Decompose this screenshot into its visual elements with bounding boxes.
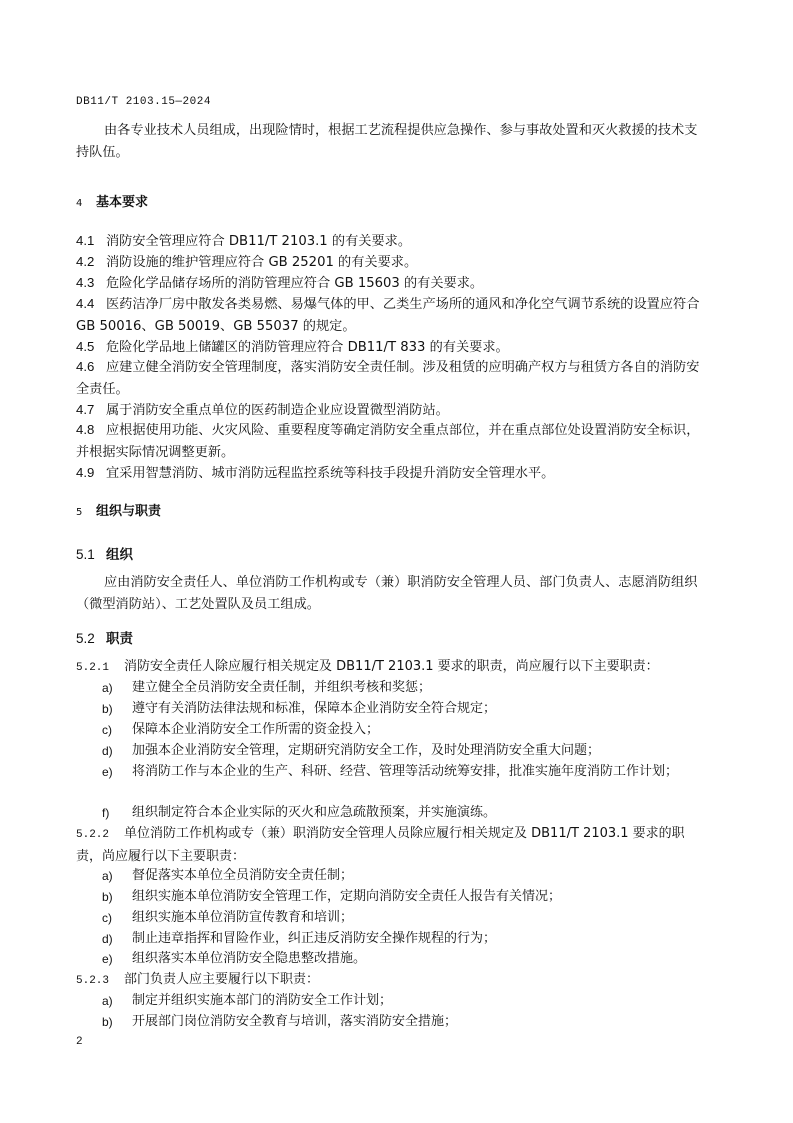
list-marker: c) bbox=[102, 911, 112, 925]
clause-text: 医药洁净厂房中散发各类易燃、易爆气体的甲、乙类生产场所的通风和净化空气调节系统的设置应符合 GB 50016、GB 50019、GB 55037 的规定。 bbox=[76, 297, 700, 334]
list-text: 将消防工作与本企业的生产、科研、经营、管理等活动统筹安排，批准实施年度消防工作计划； bbox=[132, 764, 679, 779]
clause-number: 4.9 bbox=[76, 465, 95, 480]
clause-number: 4.4 bbox=[76, 296, 95, 311]
clause-number: 4.7 bbox=[76, 402, 95, 417]
list-text: 建立健全全员消防安全责任制，并组织考核和奖惩； bbox=[132, 680, 432, 695]
clause-4-3 bbox=[76, 272, 700, 295]
clause-4-6 bbox=[76, 356, 700, 401]
section-5-1-paragraph: 应由消防安全责任人、单位消防工作机构或专（兼）职消防安全管理人员、部门负责人、志愿消防组织（微型消防站）、工艺处置队及员工组成。 bbox=[76, 575, 698, 612]
clause-number: 4.5 bbox=[76, 339, 95, 354]
section-title: 组织与职责 bbox=[96, 504, 162, 519]
list-item bbox=[102, 1011, 700, 1033]
list-item bbox=[102, 719, 700, 741]
section-5-1-heading bbox=[76, 543, 133, 563]
list-item bbox=[102, 865, 700, 887]
clause-5-2-3 bbox=[76, 969, 700, 992]
clause-5-2-2 bbox=[76, 823, 700, 868]
clause-number: 4.3 bbox=[76, 275, 95, 290]
clause-text: 危险化学品储存场所的消防管理应符合 GB 15603 的有关要求。 bbox=[106, 276, 484, 291]
list-text: 加强本企业消防安全管理，定期研究消防安全工作，及时处理消防安全重大问题； bbox=[132, 743, 601, 758]
list-marker: b) bbox=[102, 702, 113, 716]
clause-number: 5.2.3 bbox=[76, 975, 110, 987]
clause-number: 5.2.1 bbox=[76, 662, 110, 674]
list-item bbox=[102, 907, 700, 929]
list-marker: b) bbox=[102, 890, 113, 904]
list-marker: a) bbox=[102, 681, 113, 695]
list-item bbox=[102, 677, 700, 699]
section-5-heading bbox=[76, 500, 161, 519]
subsection-number: 5.1 bbox=[76, 547, 95, 562]
list-item bbox=[102, 886, 700, 908]
list-marker: a) bbox=[102, 994, 113, 1008]
section-number: 4 bbox=[76, 198, 83, 209]
list-text: 组织落实本单位消防安全隐患整改措施。 bbox=[132, 951, 367, 966]
clause-5-2-1 bbox=[76, 656, 700, 679]
clause-text: 消防安全责任人除应履行相关规定及 DB11/T 2103.1 要求的职责，尚应履行以下主要职责： bbox=[124, 659, 659, 674]
clause-text: 应根据使用功能、火灾风险、重要程度等确定消防安全重点部位，并在重点部位处设置消防安全标识，并根据实际情况调整更新。 bbox=[76, 423, 700, 460]
section-5-2-heading bbox=[76, 627, 133, 647]
intro-paragraph: 由各专业技术人员组成，出现险情时，根据工艺流程提供应急操作、参与事故处置和灭火救援的技术支持队伍。 bbox=[76, 123, 698, 160]
list-text: 制止违章指挥和冒险作业，纠正违反消防安全操作规程的行为； bbox=[132, 931, 497, 946]
clause-text: 单位消防工作机构或专（兼）职消防安全管理人员除应履行相关规定及 DB11/T 2103.1 要求的职责，尚应履行以下主要职责： bbox=[76, 826, 685, 864]
list-item bbox=[102, 698, 700, 720]
subsection-number: 5.2 bbox=[76, 631, 95, 646]
subsection-title: 组织 bbox=[106, 547, 133, 563]
list-text: 组织制定符合本企业实际的灭火和应急疏散预案，并实施演练。 bbox=[132, 805, 497, 820]
clause-4-4 bbox=[76, 293, 700, 338]
clause-text: 消防设施的维护管理应符合 GB 25201 的有关要求。 bbox=[106, 255, 418, 270]
clause-text: 宜采用智慧消防、城市消防远程监控系统等科技手段提升消防安全管理水平。 bbox=[106, 466, 555, 481]
page-number: 2 bbox=[76, 1036, 83, 1048]
list-text: 组织实施本单位消防安全管理工作，定期向消防安全责任人报告有关情况； bbox=[132, 889, 562, 904]
clause-4-8 bbox=[76, 419, 700, 464]
section-number: 5 bbox=[76, 507, 83, 518]
list-marker: d) bbox=[102, 932, 113, 946]
clause-4-9 bbox=[76, 462, 700, 485]
clause-4-1 bbox=[76, 230, 700, 253]
list-item bbox=[102, 928, 700, 950]
list-marker: d) bbox=[102, 744, 113, 758]
clause-number: 4.1 bbox=[76, 233, 95, 248]
list-marker: c) bbox=[102, 723, 112, 737]
list-item bbox=[102, 802, 700, 824]
clause-number: 4.2 bbox=[76, 254, 95, 269]
clause-text: 危险化学品地上储罐区的消防管理应符合 DB11/T 833 的有关要求。 bbox=[106, 340, 509, 355]
list-text: 组织实施本单位消防宣传教育和培训； bbox=[132, 910, 354, 925]
clause-number: 4.8 bbox=[76, 422, 95, 437]
list-text: 保障本企业消防安全工作所需的资金投入； bbox=[132, 722, 380, 737]
section-4-heading bbox=[76, 191, 148, 210]
list-marker: e) bbox=[102, 765, 113, 779]
clause-text: 部门负责人应主要履行以下职责： bbox=[124, 972, 320, 987]
list-text: 遵守有关消防法律法规和标准，保障本企业消防安全符合规定； bbox=[132, 701, 497, 716]
list-item bbox=[102, 990, 700, 1012]
clause-text: 属于消防安全重点单位的医药制造企业应设置微型消防站。 bbox=[106, 403, 449, 418]
list-marker: f) bbox=[102, 806, 110, 820]
list-text: 督促落实本单位全员消防安全责任制； bbox=[132, 868, 354, 883]
list-marker: e) bbox=[102, 952, 113, 966]
list-marker: b) bbox=[102, 1015, 113, 1029]
clause-text: 应建立健全消防安全管理制度，落实消防安全责任制。涉及租赁的应明确产权方与租赁方各自的消防安全责任。 bbox=[76, 360, 700, 397]
list-marker: a) bbox=[102, 869, 113, 883]
clause-text: 消防安全管理应符合 DB11/T 2103.1 的有关要求。 bbox=[106, 234, 412, 249]
standard-code: DB11/T 2103.15—2024 bbox=[76, 96, 211, 108]
list-item bbox=[102, 740, 700, 762]
subsection-title: 职责 bbox=[106, 631, 133, 647]
clause-4-2 bbox=[76, 251, 700, 274]
list-text: 开展部门岗位消防安全教育与培训，落实消防安全措施； bbox=[132, 1014, 458, 1029]
clause-number: 4.6 bbox=[76, 359, 95, 374]
list-text: 制定并组织实施本部门的消防安全工作计划； bbox=[132, 993, 393, 1008]
clause-number: 5.2.2 bbox=[76, 829, 110, 841]
list-item bbox=[102, 948, 700, 970]
section-title: 基本要求 bbox=[96, 195, 149, 210]
list-item bbox=[102, 761, 700, 783]
